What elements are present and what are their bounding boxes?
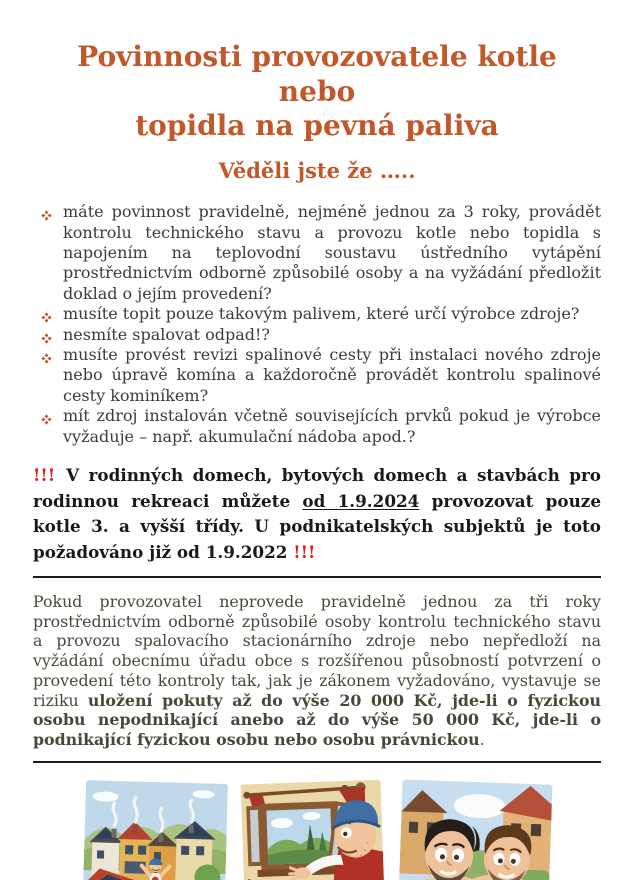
list-item-text: musíte provést revizi spalinové cesty při instalaci nového zdroje nebo úpravě komína a každoročně provádět kontrolu spalinové cesty kominíkem? <box>63 345 601 405</box>
diamond-bullet-icon <box>41 308 52 319</box>
list-item-text: musíte topit pouze takovým palivem, které určí výrobce zdroje? <box>63 304 580 324</box>
diamond-bullet-icon <box>41 410 52 421</box>
obligations-list <box>33 202 601 447</box>
list-item-text: nesmíte spalovat odpad!? <box>63 324 270 344</box>
penalty-text-regular: Pokud provozovatel neprovede pravidelně jednou za tři roky prostřednictvím odborně způsobilé osoby kontrolu technického stavu a provozu spalovacího stacionárního zdroje nebo nepředloží na vyžádání obecnímu úřadu obce s rozšířenou působností potvrzení o provedení této kontroly tak, jak je zákonem vyžadováno, vystavuje se riziku <box>33 592 601 710</box>
two-men-friends-illustration <box>397 779 552 880</box>
list-item <box>41 406 601 447</box>
warning-exclamation-close: !!! <box>293 541 316 562</box>
warning-date-underlined: od 1.9.2024 <box>302 490 420 511</box>
superhero-open-window-radiator-image <box>240 779 385 880</box>
warning-text-before-date: V rodinných domech, bytových domech a stavbách pro rodinnou rekreaci můžete <box>33 465 601 511</box>
superhero-open-window-radiator-illustration <box>240 779 385 880</box>
superhero-in-village-illustration <box>82 780 228 880</box>
illustrations-row <box>33 782 601 880</box>
penalty-paragraph <box>33 592 601 750</box>
warning-text-after-date: provozovat pouze kotle 3. a vyšší třídy. U podnikatelských subjektů je toto požadováno již od 1.9.2022 <box>33 490 601 562</box>
list-item-text: máte povinnost pravidelně, nejméně jednou za 3 roky, provádět kontrolu technického stavu a provozu kotle nebo topidla s napojením na teplovodní soustavu ústředního vytápění prostřednictvím odborně způsobilé osoby a na vyžádání předložit doklad o jejím provedení? <box>63 202 601 303</box>
diamond-bullet-icon <box>41 349 52 360</box>
list-item <box>41 304 601 324</box>
page-subtitle: Věděli jste že ….. <box>218 158 416 184</box>
list-item <box>41 325 601 345</box>
page-title-line1: Povinnosti provozovatele kotle nebo <box>77 40 557 108</box>
divider-line-bottom <box>33 761 601 763</box>
superhero-in-village-image <box>82 780 228 880</box>
flyer-content <box>0 40 633 880</box>
divider-line-top <box>33 576 601 578</box>
warning-paragraph <box>33 463 601 565</box>
diamond-bullet-icon <box>41 206 52 217</box>
penalty-text-bold: uložení pokuty až do výše 20 000 Kč, jde-li o fyzickou osobu nepodnikající anebo až do výše 50 000 Kč, jde-li o podnikající fyzickou osobu nebo osobu právnickou <box>33 690 601 749</box>
list-item <box>41 345 601 406</box>
list-item <box>41 202 601 304</box>
diamond-bullet-icon <box>41 329 52 340</box>
warning-exclamation-open: !!! <box>33 465 56 486</box>
page-title <box>47 40 587 144</box>
two-men-friends-image <box>397 779 552 880</box>
penalty-text-end: . <box>479 729 485 749</box>
list-item-text: mít zdroj instalován včetně souvisejících prvků pokud je výrobce vyžaduje – např. akumulační nádoba apod.? <box>63 406 601 446</box>
page-title-line2: topidla na pevná paliva <box>135 109 499 143</box>
